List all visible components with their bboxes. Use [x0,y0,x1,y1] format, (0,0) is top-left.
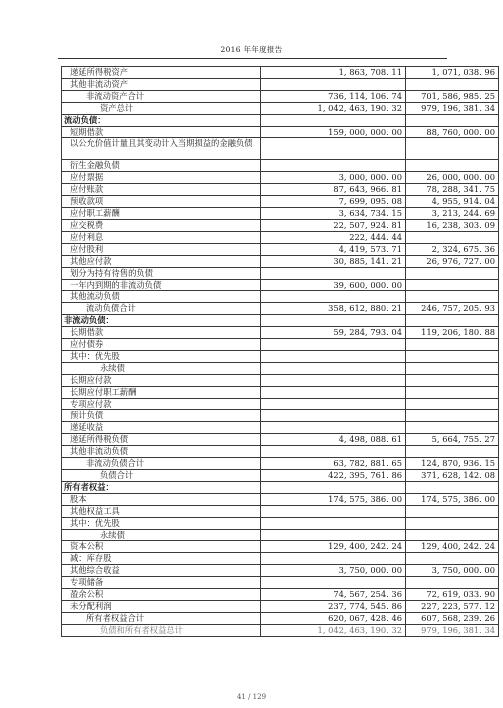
table-row [62,386,499,398]
closing-balance-cell [261,446,406,458]
closing-balance-cell: 4, 498, 088. 61 [261,434,406,446]
closing-balance-cell: 222, 444. 44 [261,231,406,243]
opening-balance-cell: 72, 619, 033. 90 [406,589,499,601]
opening-balance-cell [406,577,499,589]
row-label: 一年内到期的非流动负债 [62,279,261,291]
closing-balance-cell [261,267,406,279]
table-row [62,612,499,624]
row-label: 长期应付款 [62,374,261,386]
opening-balance-cell [406,291,499,303]
closing-balance-cell: 30, 885, 141. 21 [261,255,406,267]
opening-balance-cell [406,138,499,160]
closing-balance-cell: 422, 395, 761. 86 [261,470,406,482]
opening-balance-cell: 88, 760, 000. 00 [406,126,499,138]
table-row [62,255,499,267]
row-label: 资产总计 [62,102,261,114]
header-rule [58,58,447,59]
row-label: 流动负债合计 [62,303,261,315]
closing-balance-cell [261,362,406,374]
closing-balance-cell: 1, 042, 463, 190. 32 [261,102,406,114]
closing-balance-cell [261,339,406,351]
row-label: 专项储备 [62,577,261,589]
opening-balance-cell [406,374,499,386]
table-row [62,624,499,636]
closing-balance-cell [261,481,406,493]
closing-balance-cell [261,386,406,398]
table-row [62,589,499,601]
table-row [62,291,499,303]
row-label: 预计负债 [62,410,261,422]
closing-balance-cell [261,315,406,327]
table-row [62,219,499,231]
closing-balance-cell [261,505,406,517]
table-row [62,315,499,327]
opening-balance-cell [406,160,499,172]
table-row [62,126,499,138]
table-row [62,529,499,541]
table-row [62,102,499,114]
row-label: 非流动负债合计 [62,458,261,470]
closing-balance-cell: 620, 067, 428. 46 [261,612,406,624]
table-row [62,160,499,172]
opening-balance-cell [406,362,499,374]
closing-balance-cell: 87, 643, 966. 81 [261,184,406,196]
closing-balance-cell [261,410,406,422]
opening-balance-cell [406,398,499,410]
closing-balance-cell: 736, 114, 106. 74 [261,90,406,102]
table-row [62,493,499,505]
row-label: 减：库存股 [62,553,261,565]
closing-balance-cell [261,517,406,529]
opening-balance-cell [406,446,499,458]
row-label: 其他综合收益 [62,565,261,577]
row-label: 其中：优先股 [62,517,261,529]
row-label: 负债合计 [62,470,261,482]
opening-balance-cell [406,267,499,279]
opening-balance-cell: 4, 955, 914. 04 [406,196,499,208]
table-row [62,339,499,351]
row-label: 应付职工薪酬 [62,208,261,220]
opening-balance-cell: 26, 000, 000. 00 [406,172,499,184]
closing-balance-cell: 3, 000, 000. 00 [261,172,406,184]
opening-balance-cell [406,114,499,126]
closing-balance-cell [261,422,406,434]
row-label: 负债和所有者权益总计 [62,624,261,636]
closing-balance-cell: 237, 774, 545. 86 [261,600,406,612]
table-row [62,279,499,291]
opening-balance-cell [406,279,499,291]
row-label: 以公允价值计量且其变动计入当期损益的金融负债 [62,138,261,160]
opening-balance-cell: 16, 238, 303. 09 [406,219,499,231]
table-row [62,374,499,386]
opening-balance-cell: 227, 223, 577. 12 [406,600,499,612]
closing-balance-cell [261,138,406,160]
page-number: 41 / 129 [236,693,267,701]
table-row [62,577,499,589]
opening-balance-cell [406,315,499,327]
opening-balance-cell [406,386,499,398]
row-label: 长期借款 [62,327,261,339]
row-label: 应付股利 [62,243,261,255]
row-label: 长期应付职工薪酬 [62,386,261,398]
table-row [62,434,499,446]
opening-balance-cell [406,529,499,541]
row-label: 预收款项 [62,196,261,208]
row-label: 未分配利润 [62,600,261,612]
row-label: 其他非流动资产 [62,78,261,90]
closing-balance-cell: 1, 042, 463, 190. 32 [261,624,406,636]
closing-balance-cell: 59, 284, 793. 04 [261,327,406,339]
row-label: 所有者权益合计 [62,612,261,624]
table-row [62,350,499,362]
closing-balance-cell: 3, 634, 734. 15 [261,208,406,220]
opening-balance-cell: 5, 664, 755. 27 [406,434,499,446]
opening-balance-cell: 246, 757, 205. 93 [406,303,499,315]
table-row [62,303,499,315]
table-row [62,410,499,422]
opening-balance-cell: 979, 196, 381. 34 [406,624,499,636]
row-label: 永续债 [62,362,261,374]
opening-balance-cell [406,410,499,422]
closing-balance-cell [261,160,406,172]
opening-balance-cell: 129, 400, 242. 24 [406,541,499,553]
table-row [62,565,499,577]
row-label: 递延所得税负债 [62,434,261,446]
row-label: 划分为持有待售的负债 [62,267,261,279]
closing-balance-cell: 74, 567, 254. 36 [261,589,406,601]
row-label: 应付利息 [62,231,261,243]
table-row [62,517,499,529]
opening-balance-cell: 119, 206, 180. 88 [406,327,499,339]
row-label: 所有者权益： [62,481,261,493]
closing-balance-cell [261,291,406,303]
opening-balance-cell [406,78,499,90]
table-row [62,553,499,565]
opening-balance-cell: 26, 976, 727. 00 [406,255,499,267]
closing-balance-cell: 4, 419, 573. 71 [261,243,406,255]
table-row [62,362,499,374]
closing-balance-cell [261,553,406,565]
closing-balance-cell: 3, 750, 000. 00 [261,565,406,577]
closing-balance-cell [261,78,406,90]
row-label: 资本公积 [62,541,261,553]
table-row [62,184,499,196]
opening-balance-cell [406,422,499,434]
closing-balance-cell [261,577,406,589]
closing-balance-cell: 39, 600, 000. 00 [261,279,406,291]
table-row [62,327,499,339]
table-row [62,172,499,184]
table-row [62,78,499,90]
opening-balance-cell [406,350,499,362]
table-row [62,422,499,434]
table-row [62,196,499,208]
closing-balance-cell: 1, 863, 708. 11 [261,67,406,79]
table-row [62,90,499,102]
closing-balance-cell: 174, 575, 386. 00 [261,493,406,505]
row-label: 永续债 [62,529,261,541]
table-row [62,67,499,79]
opening-balance-cell: 371, 628, 142. 08 [406,470,499,482]
closing-balance-cell: 63, 782, 881. 65 [261,458,406,470]
row-label: 其他应付款 [62,255,261,267]
row-label: 短期借款 [62,126,261,138]
opening-balance-cell: 701, 586, 985. 25 [406,90,499,102]
row-label: 非流动负债： [62,315,261,327]
closing-balance-cell [261,350,406,362]
table-row [62,481,499,493]
table-row [62,114,499,126]
row-label: 衍生金融负债 [62,160,261,172]
row-label: 股本 [62,493,261,505]
table-row [62,541,499,553]
table-row [62,505,499,517]
row-label: 应付账款 [62,184,261,196]
row-label: 流动负债： [62,114,261,126]
closing-balance-cell: 22, 507, 924. 81 [261,219,406,231]
opening-balance-cell: 3, 213, 244. 69 [406,208,499,220]
opening-balance-cell: 2, 324, 675. 36 [406,243,499,255]
row-label: 非流动资产合计 [62,90,261,102]
report-header-title: 2016 年年度报告 [220,45,283,54]
opening-balance-cell: 124, 870, 936. 15 [406,458,499,470]
closing-balance-cell: 129, 400, 242. 24 [261,541,406,553]
opening-balance-cell [406,553,499,565]
opening-balance-cell [406,339,499,351]
table-row [62,231,499,243]
table-row [62,208,499,220]
row-label: 其他流动负债 [62,291,261,303]
closing-balance-cell: 7, 699, 095. 08 [261,196,406,208]
row-label: 其中：优先股 [62,350,261,362]
row-label: 应交税费 [62,219,261,231]
table-row [62,446,499,458]
opening-balance-cell: 1, 071, 038. 96 [406,67,499,79]
table-row [62,398,499,410]
opening-balance-cell [406,517,499,529]
table-row [62,243,499,255]
closing-balance-cell [261,529,406,541]
closing-balance-cell: 358, 612, 880. 21 [261,303,406,315]
opening-balance-cell: 979, 196, 381. 34 [406,102,499,114]
table-row [62,458,499,470]
row-label: 应付债券 [62,339,261,351]
table-row [62,267,499,279]
opening-balance-cell: 78, 288, 341. 75 [406,184,499,196]
table-row [62,138,499,160]
opening-balance-cell [406,481,499,493]
balance-sheet-table [61,66,499,637]
table-row [62,600,499,612]
opening-balance-cell [406,505,499,517]
opening-balance-cell: 607, 568, 239. 26 [406,612,499,624]
row-label: 其他非流动负债 [62,446,261,458]
closing-balance-cell [261,374,406,386]
opening-balance-cell: 3, 750, 000. 00 [406,565,499,577]
row-label: 盈余公积 [62,589,261,601]
row-label: 递延收益 [62,422,261,434]
closing-balance-cell [261,398,406,410]
row-label: 其他权益工具 [62,505,261,517]
row-label: 应付票据 [62,172,261,184]
opening-balance-cell: 174, 575, 386. 00 [406,493,499,505]
row-label: 递延所得税资产 [62,67,261,79]
table-row [62,470,499,482]
row-label: 专项应付款 [62,398,261,410]
closing-balance-cell: 159, 000, 000. 00 [261,126,406,138]
closing-balance-cell [261,114,406,126]
opening-balance-cell [406,231,499,243]
